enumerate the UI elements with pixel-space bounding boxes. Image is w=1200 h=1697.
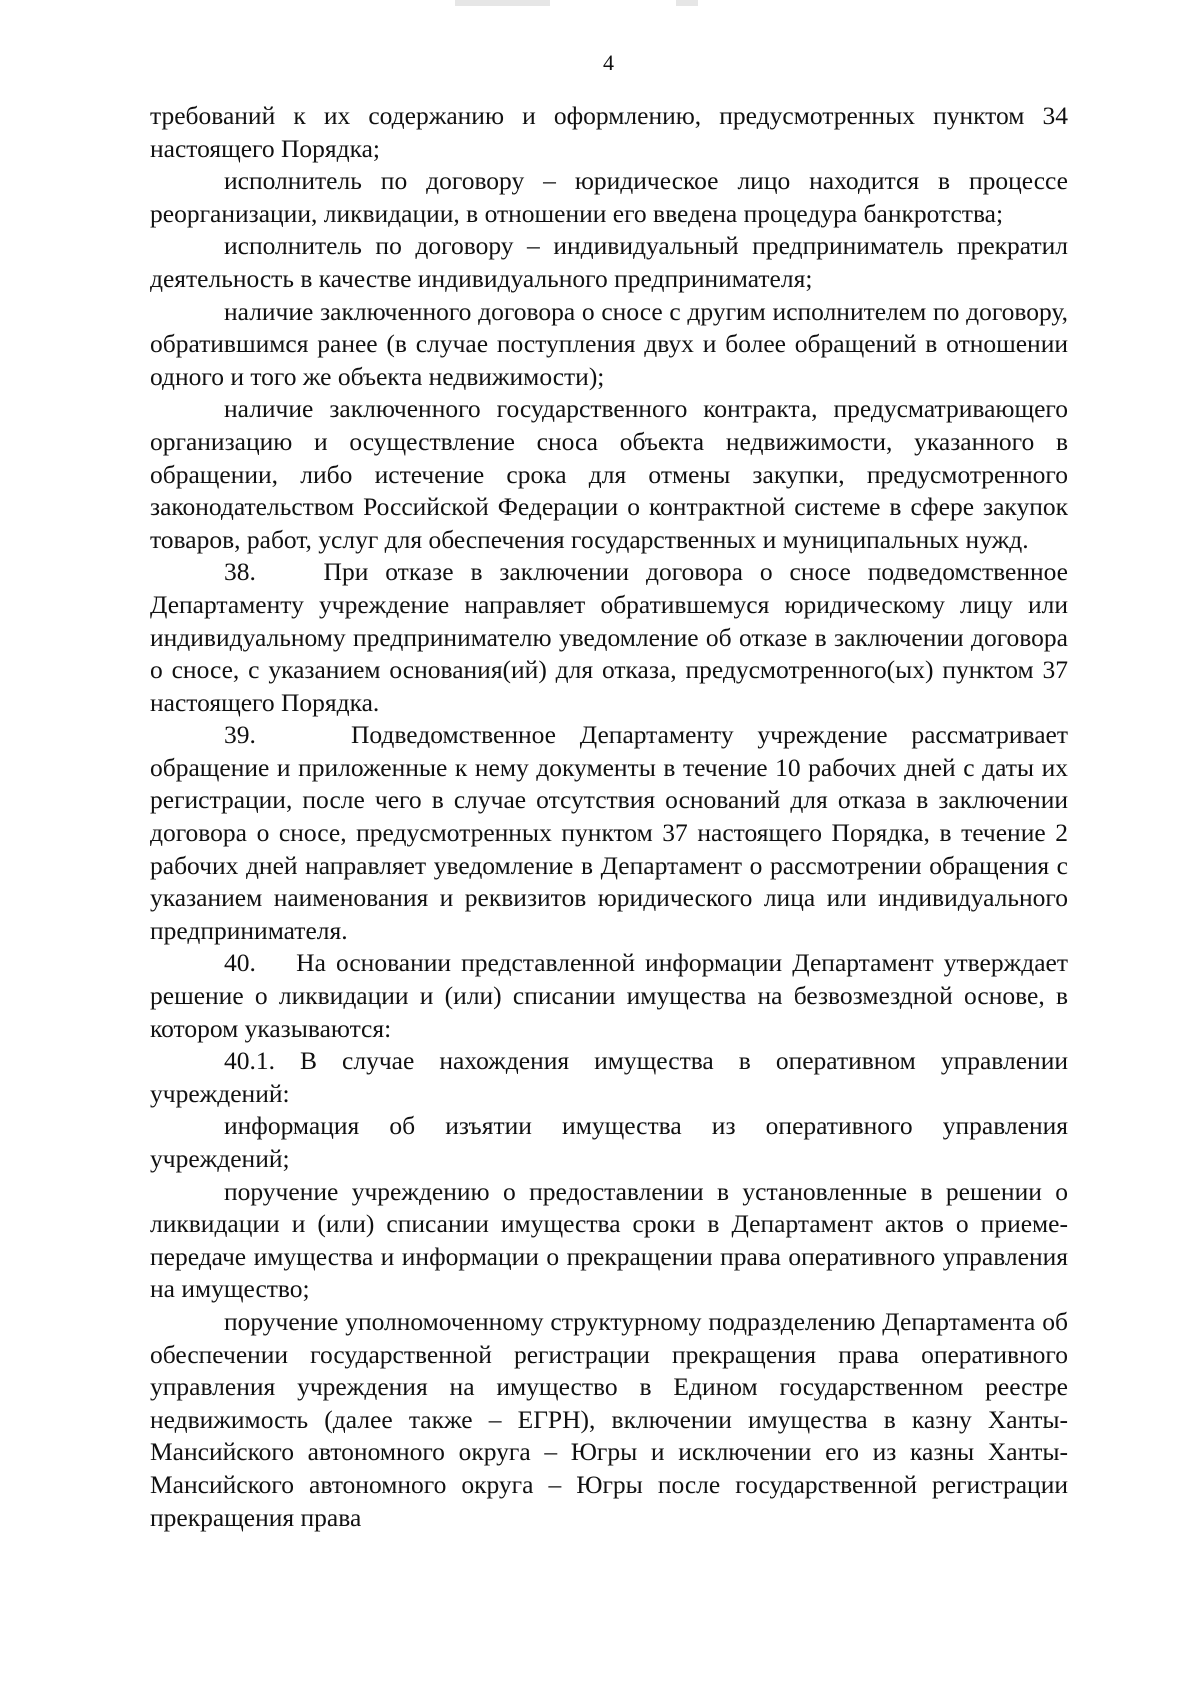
paragraph: исполнитель по договору – юридическое лицо находится в процессе реорганизации, ликвидации, в отношении его введена процедура банкротства; — [150, 166, 1068, 228]
paragraph: исполнитель по договору – индивидуальный предприниматель прекратил деятельность в качестве индивидуального предпринимателя; — [150, 231, 1068, 293]
scan-artifact — [676, 0, 698, 6]
paragraph: 40.1. В случае нахождения имущества в оперативном управлении учреждений: — [150, 1046, 1068, 1108]
paragraph: поручение уполномоченному структурному подразделению Департамента об обеспечении государственной регистрации прекращения права оперативного управления учреждения на имущество в Едином государственном реестре недвижимость (далее также – ЕГРН), включении имущества в казну Ханты-Мансийского автономного округа – Югры и исключении его из казны Ханты-Мансийского автономного округа – Югры после государственной регистрации прекращения права — [150, 1306, 1068, 1532]
paragraph: информация об изъятии имущества из оперативного управления учреждений; — [150, 1111, 1068, 1173]
paragraph: наличие заключенного государственного контракта, предусматривающего организацию и осуществление сноса объекта недвижимости, указанного в обращении, либо истечение срока для отмены закупки, предусмотренного законодательством Российской Федерации о контрактной системе в сфере закупок товаров, работ, услуг для обеспечения государственных и муниципальных нужд. — [150, 394, 1068, 554]
paragraph: 40. На основании представленной информации Департамент утверждает решение о ликвидации и (или) списании имущества на безвозмездной основе, в котором указываются: — [150, 948, 1075, 1043]
paragraph: наличие заключенного договора о сносе с другим исполнителем по договору, обратившимся ранее (в случае поступления двух и более обращений в отношении одного и того же объекта недвижимости); — [150, 296, 1068, 391]
document-body — [150, 100, 1075, 1534]
paragraph: 39. Подведомственное Департаменту учреждение рассматривает обращение и приложенные к нему документы в течение 10 рабочих дней с даты их регистрации, после чего в случае отсутствия оснований для отказа в заключении договора о сносе, предусмотренных пунктом 37 настоящего Порядка, в течение 2 рабочих дней направляет уведомление в Департамент о рассмотрении обращения с указанием наименования и реквизитов юридического лица или индивидуального предпринимателя. — [150, 720, 1075, 945]
paragraph: 38. При отказе в заключении договора о сносе подведомственное Департаменту учреждение направляет обратившемуся юридическому лицу или индивидуальному предпринимателю уведомление об отказе в заключении договора о сносе, с указанием основания(ий) для отказа, предусмотренного(ых) пунктом 37 настоящего Порядка. — [150, 557, 1075, 717]
page-number: 4 — [603, 50, 614, 75]
paragraph: требований к их содержанию и оформлению, предусмотренных пунктом 34 настоящего Порядка; — [150, 101, 1068, 163]
paragraph: поручение учреждению о предоставлении в установленные в решении о ликвидации и (или) списании имущества сроки в Департамент актов о приеме-передаче имущества и информации о прекращении права оперативного управления на имущество; — [150, 1176, 1068, 1304]
scan-artifact — [455, 0, 550, 6]
